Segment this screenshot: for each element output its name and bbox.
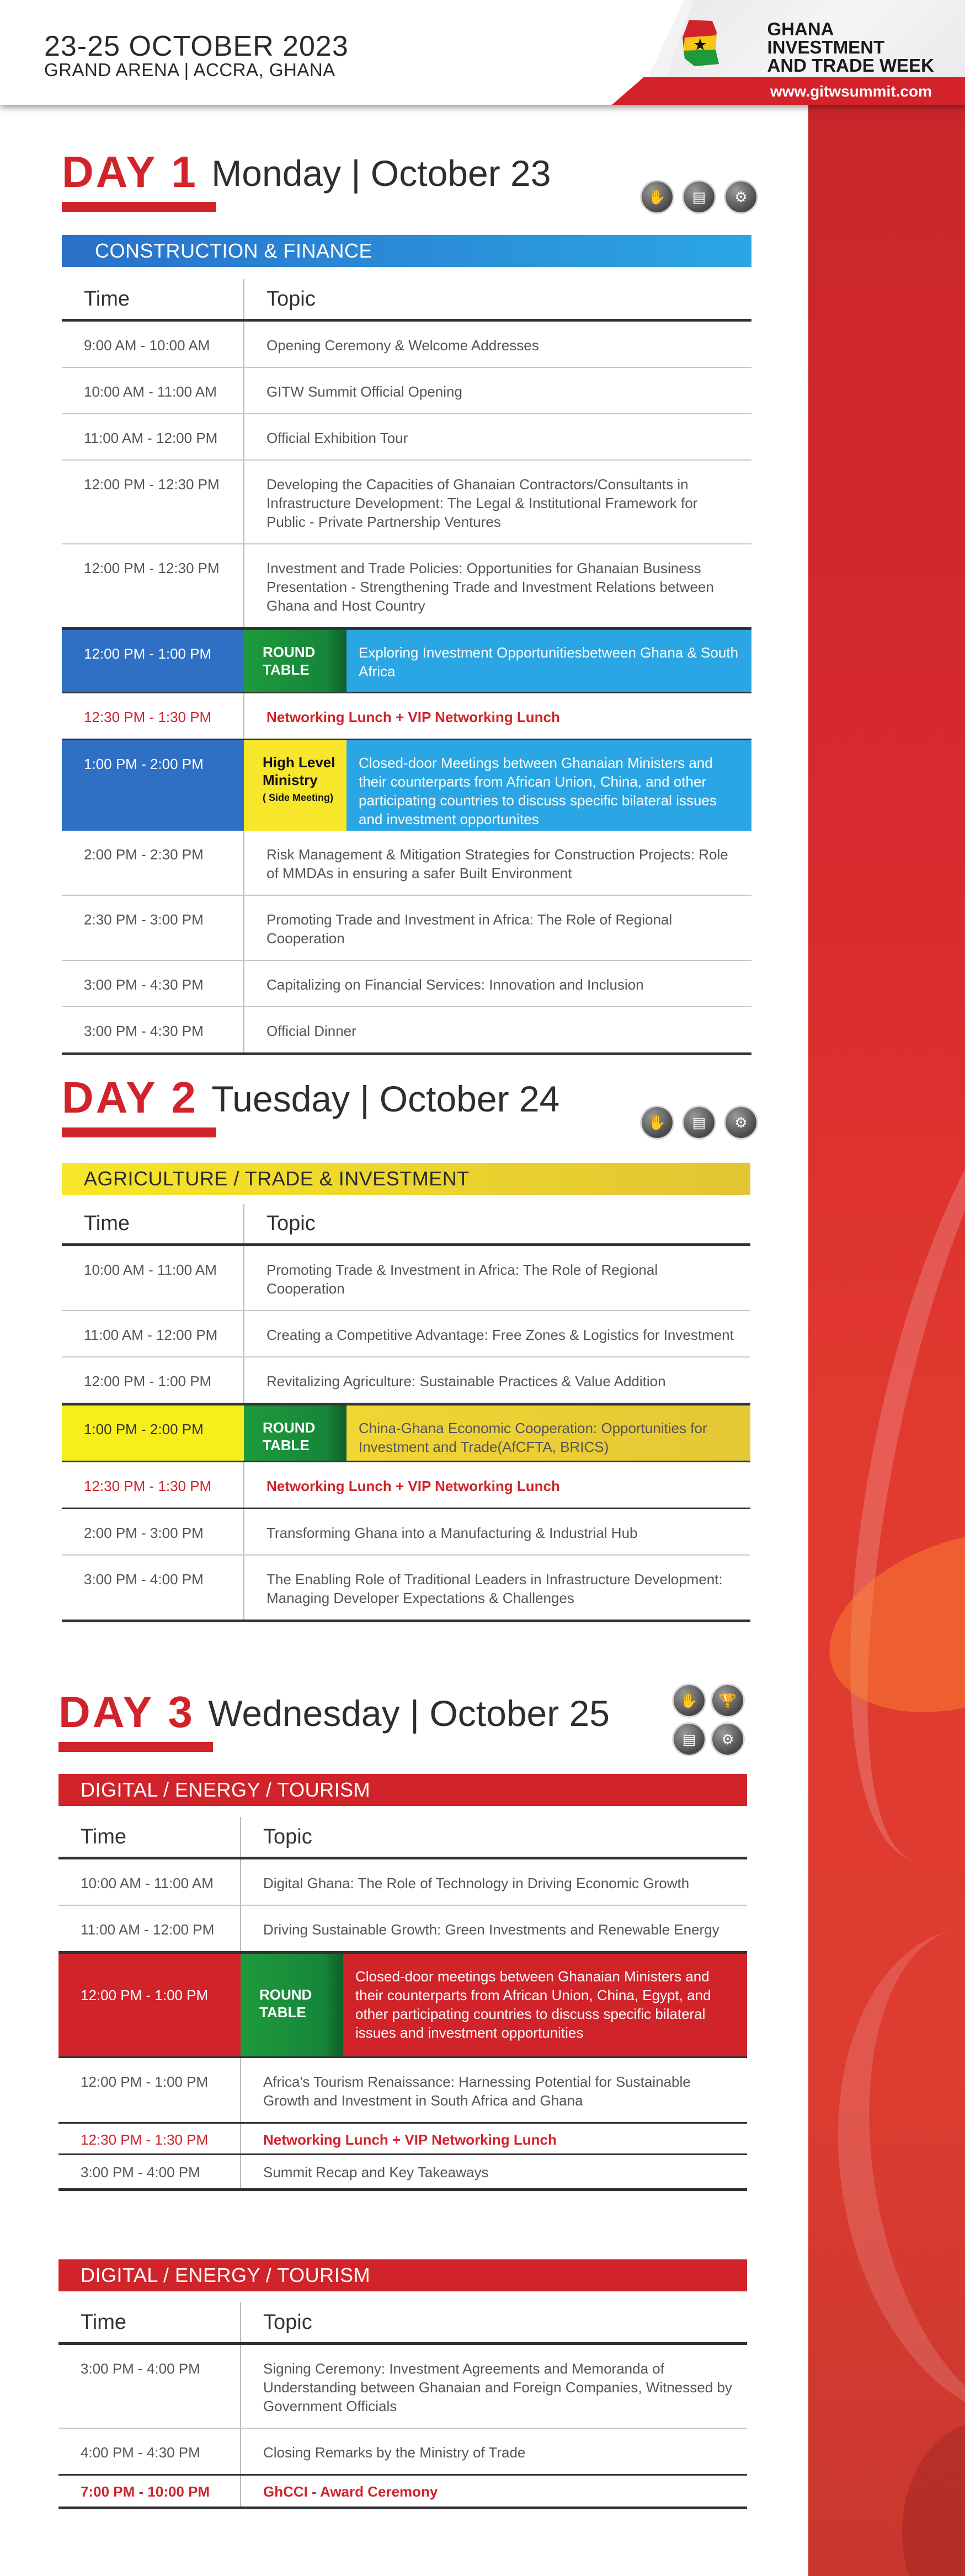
day-tag: DAY 1	[62, 147, 198, 196]
row-time: 2:00 PM - 3:00 PM	[62, 1509, 244, 1556]
round-table-badge: ROUND TABLE	[244, 1405, 346, 1461]
row-time: 10:00 AM - 11:00 AM	[62, 367, 244, 414]
ministry-badge	[244, 740, 346, 831]
row-time: 3:00 PM - 4:00 PM	[62, 1555, 244, 1621]
row-time: 2:00 PM - 2:30 PM	[62, 831, 244, 895]
col-time-header: Time	[58, 1817, 241, 1858]
row-topic: Closed-door meetings between Ghanaian Ministers and their counterparts from African Union, China, Egypt, and other participating countries to discuss specific bilateral issues and investment opportunities	[343, 1954, 747, 2056]
row-topic: Revitalizing Agriculture: Sustainable Practices & Value Addition	[244, 1357, 750, 1404]
row-time: 10:00 AM - 11:00 AM	[62, 1245, 244, 1311]
row-time: 9:00 AM - 10:00 AM	[62, 320, 244, 368]
round-table-badge: ROUND TABLE	[244, 630, 346, 692]
col-topic-header: Topic	[241, 2302, 747, 2344]
row-topic: Networking Lunch + VIP Networking Lunch	[244, 1462, 750, 1509]
highlight-row-ministry	[62, 740, 751, 831]
row-topic: Signing Ceremony: Investment Agreements and Memoranda of Understanding between Ghanaian and Foreign Companies, Witnessed by Government Officials	[241, 2344, 747, 2429]
table-row-award	[58, 2475, 747, 2508]
row-time: 7:00 PM - 10:00 PM	[58, 2475, 241, 2508]
trophy-icon: 🏆	[711, 1684, 745, 1718]
table-row	[62, 1311, 750, 1357]
handshake-icon: ✋	[640, 1105, 674, 1140]
table-row	[62, 544, 751, 629]
table-row	[62, 960, 751, 1007]
table-row	[62, 460, 751, 544]
table-row	[62, 367, 751, 414]
row-topic: Investment and Trade Policies: Opportunities for Ghanaian Business Presentation - Strengthening Trade and Investment Relations between Ghana and Host Country	[244, 544, 751, 629]
row-topic: GITW Summit Official Opening	[244, 367, 751, 414]
event-venue: GRAND ARENA | ACCRA, GHANA	[44, 60, 335, 80]
table-row	[62, 895, 751, 960]
row-time: 12:00 PM - 1:00 PM	[62, 630, 244, 692]
row-time: 12:00 PM - 12:30 PM	[62, 460, 244, 544]
brand-title-line: INVESTMENT	[767, 37, 885, 57]
table-row-lunch	[62, 693, 751, 740]
table-row	[62, 320, 751, 368]
row-topic: Opening Ceremony & Welcome Addresses	[244, 320, 751, 368]
row-topic: Developing the Capacities of Ghanaian Contractors/Consultants in Infrastructure Development: The Legal & Institutional Framework for Public - Private Partnership Ventures	[244, 460, 751, 544]
table-row	[62, 1509, 750, 1556]
brand-title-line: GHANA	[767, 19, 834, 39]
table-row	[62, 1007, 751, 1054]
brand-block	[612, 0, 965, 105]
section-bar: AGRICULTURE / TRADE & INVESTMENT	[62, 1163, 750, 1195]
row-time: 12:00 PM - 1:00 PM	[58, 1954, 241, 2056]
table-row	[62, 1555, 750, 1621]
day3-icons	[672, 1684, 749, 1756]
row-topic: China-Ghana Economic Cooperation: Opportunities for Investment and Trade(AfCFTA, BRICS)	[346, 1405, 750, 1461]
day-date: Wednesday | October 25	[208, 1693, 610, 1734]
section-bar: CONSTRUCTION & FINANCE	[62, 235, 751, 267]
decorative-red-band	[808, 105, 965, 2576]
row-time: 12:30 PM - 1:30 PM	[58, 2123, 241, 2155]
day1-schedule-table	[62, 279, 751, 1055]
handshake-icon: ✋	[640, 180, 674, 214]
row-time: 3:00 PM - 4:30 PM	[62, 960, 244, 1007]
row-time: 12:00 PM - 1:00 PM	[58, 2057, 241, 2123]
round-table-badge: ROUND TABLE	[241, 1954, 343, 2056]
table-row	[58, 2344, 747, 2429]
day-date: Tuesday | October 24	[211, 1078, 560, 1119]
highlight-row-round-table	[62, 1404, 750, 1462]
row-time: 1:00 PM - 2:00 PM	[62, 740, 244, 831]
table-header	[58, 2302, 747, 2344]
col-time-header: Time	[62, 1204, 244, 1245]
row-topic: Transforming Ghana into a Manufacturing & Industrial Hub	[244, 1509, 750, 1556]
day2-schedule-table	[62, 1204, 750, 1622]
day-underline	[58, 1742, 213, 1752]
table-header	[62, 279, 751, 320]
table-row	[58, 1858, 747, 1906]
day-underline	[62, 1127, 216, 1137]
row-topic: The Enabling Role of Traditional Leaders in Infrastructure Development: Managing Developer Expectations & Challenges	[244, 1555, 750, 1621]
decorative-swoosh	[902, 2422, 965, 2576]
website-link[interactable]: www.gitwsummit.com	[770, 83, 932, 100]
ghana-map-logo-icon	[673, 15, 728, 71]
decorative-swoosh	[808, 1901, 965, 2445]
network-icon: ⚙	[724, 1105, 758, 1140]
row-time: 3:00 PM - 4:30 PM	[62, 1007, 244, 1054]
col-topic-header: Topic	[241, 1817, 747, 1858]
brand-title-line: AND TRADE WEEK	[767, 55, 934, 76]
row-topic: Digital Ghana: The Role of Technology in Driving Economic Growth	[241, 1858, 747, 1906]
table-row	[58, 2155, 747, 2190]
row-time: 3:00 PM - 4:00 PM	[58, 2155, 241, 2190]
brand-title	[767, 20, 935, 74]
row-time: 11:00 AM - 12:00 PM	[58, 1905, 241, 1953]
presentation-icon: ▤	[682, 180, 716, 214]
page-header	[0, 0, 965, 105]
network-icon: ⚙	[711, 1722, 745, 1756]
row-topic: Driving Sustainable Growth: Green Investments and Renewable Energy	[241, 1905, 747, 1953]
table-row	[58, 1905, 747, 1953]
row-topic: Official Exhibition Tour	[244, 414, 751, 460]
col-topic-header: Topic	[244, 1204, 750, 1245]
row-time: 3:00 PM - 4:00 PM	[58, 2344, 241, 2429]
badge-sub-label: ( Side Meeting)	[263, 792, 334, 803]
event-dates: 23-25 OCTOBER 2023	[44, 30, 349, 62]
col-time-header: Time	[58, 2302, 241, 2344]
row-time: 12:30 PM - 1:30 PM	[62, 1462, 244, 1509]
badge-label: High Level Ministry	[263, 754, 335, 788]
day1-heading	[62, 147, 551, 196]
row-topic: Creating a Competitive Advantage: Free Zones & Logistics for Investment	[244, 1311, 750, 1357]
decorative-swoosh	[808, 1025, 965, 1888]
table-row	[62, 1357, 750, 1404]
row-topic: Networking Lunch + VIP Networking Lunch	[244, 693, 751, 740]
row-topic: Capitalizing on Financial Services: Innovation and Inclusion	[244, 960, 751, 1007]
network-icon: ⚙	[724, 180, 758, 214]
row-topic: Closing Remarks by the Ministry of Trade	[241, 2428, 747, 2475]
table-row	[58, 2057, 747, 2123]
presentation-icon: ▤	[672, 1722, 706, 1756]
row-topic: Risk Management & Mitigation Strategies for Construction Projects: Role of MMDAs in ensuring a safer Built Environment	[244, 831, 751, 895]
row-topic: Africa's Tourism Renaissance: Harnessing Potential for Sustainable Growth and Investment in South Africa and Ghana	[241, 2057, 747, 2123]
row-time: 1:00 PM - 2:00 PM	[62, 1405, 244, 1461]
presentation-icon: ▤	[682, 1105, 716, 1140]
table-row	[62, 831, 751, 895]
row-topic: Exploring Investment Opportunitiesbetween Ghana & South Africa	[346, 630, 751, 692]
day2-icons	[640, 1105, 758, 1140]
section-bar: DIGITAL / ENERGY / TOURISM	[58, 2259, 747, 2291]
row-topic: GhCCI - Award Ceremony	[241, 2475, 747, 2508]
table-row-lunch	[62, 1462, 750, 1509]
row-topic: Networking Lunch + VIP Networking Lunch	[241, 2123, 747, 2155]
col-topic-header: Topic	[244, 279, 751, 320]
day-tag: DAY 3	[58, 1687, 195, 1736]
row-time: 12:30 PM - 1:30 PM	[62, 693, 244, 740]
day3-schedule-table	[58, 1817, 747, 2191]
section-bar: DIGITAL / ENERGY / TOURISM	[58, 1774, 747, 1806]
row-topic: Closed-door Meetings between Ghanaian Ministers and their counterparts from African Union, China, and other participating countries to discuss specific bilateral issues and investment opportunites	[346, 740, 751, 831]
day1-icons	[640, 180, 758, 214]
table-row	[62, 414, 751, 460]
day3-heading	[58, 1687, 610, 1736]
table-header	[62, 1204, 750, 1245]
day2-heading	[62, 1073, 560, 1122]
row-time: 2:30 PM - 3:00 PM	[62, 895, 244, 960]
row-time: 11:00 AM - 12:00 PM	[62, 1311, 244, 1357]
row-topic: Promoting Trade and Investment in Africa: The Role of Regional Cooperation	[244, 895, 751, 960]
handshake-icon: ✋	[672, 1684, 706, 1718]
day3b-schedule-table	[58, 2302, 747, 2509]
table-row-lunch	[58, 2123, 747, 2155]
row-time: 4:00 PM - 4:30 PM	[58, 2428, 241, 2475]
row-time: 12:00 PM - 12:30 PM	[62, 544, 244, 629]
row-time: 11:00 AM - 12:00 PM	[62, 414, 244, 460]
table-row	[62, 1245, 750, 1311]
row-time: 10:00 AM - 11:00 AM	[58, 1858, 241, 1906]
day-date: Monday | October 23	[211, 153, 551, 194]
highlight-row-round-table	[62, 629, 751, 693]
row-topic: Summit Recap and Key Takeaways	[241, 2155, 747, 2190]
table-row	[58, 2428, 747, 2475]
highlight-row-round-table	[58, 1953, 747, 2057]
row-topic: Promoting Trade & Investment in Africa: The Role of Regional Cooperation	[244, 1245, 750, 1311]
col-time-header: Time	[62, 279, 244, 320]
day-tag: DAY 2	[62, 1073, 198, 1122]
table-header	[58, 1817, 747, 1858]
day-underline	[62, 202, 216, 212]
row-topic: Official Dinner	[244, 1007, 751, 1054]
row-time: 12:00 PM - 1:00 PM	[62, 1357, 244, 1404]
